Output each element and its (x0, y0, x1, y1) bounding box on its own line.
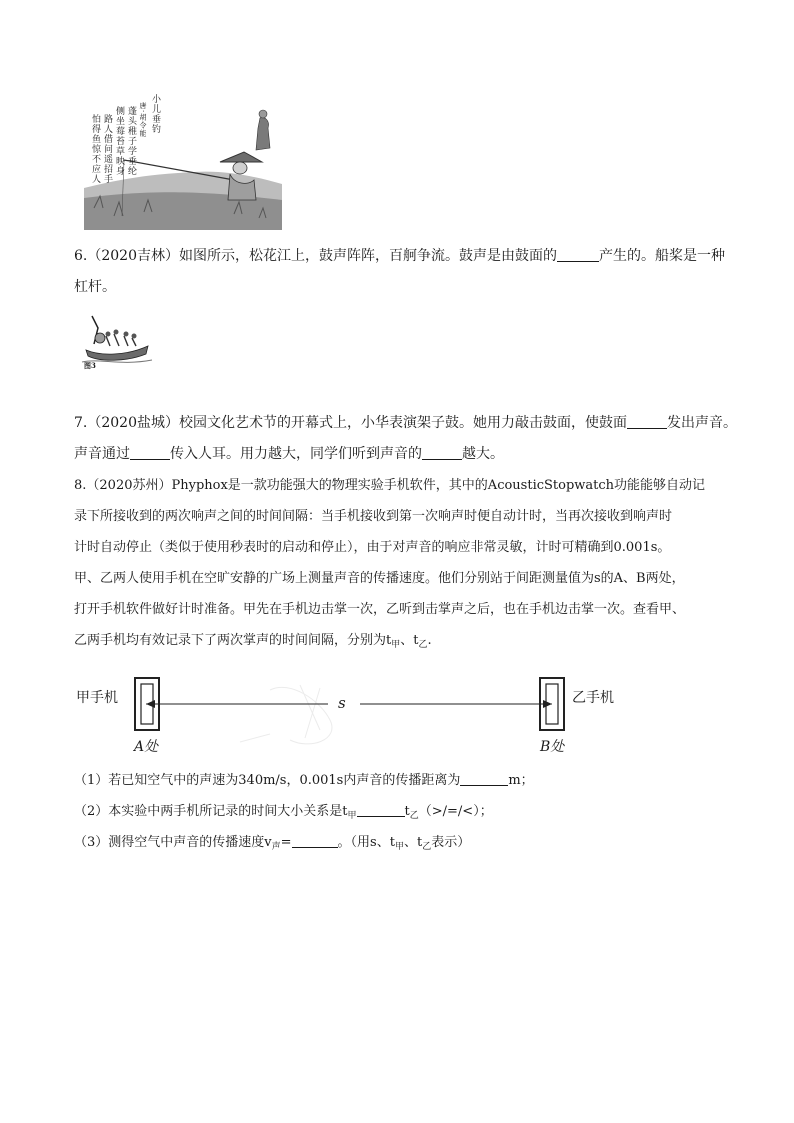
sub3-sub-sheng: 声 (271, 842, 281, 852)
place-a-label: A处 (134, 739, 159, 755)
phone-b-label: 乙手机 (572, 690, 614, 706)
sub2-sub-yi: 乙 (409, 811, 419, 821)
question-6 (74, 241, 724, 303)
phone-a-label: 甲手机 (76, 690, 118, 706)
sub1-text-a: （1）若已知空气中的声速为340m/s，0.001s内声音的传播距离为 (74, 773, 461, 788)
distance-s-label: s (338, 694, 346, 712)
sub2-text-a: （2）本实验中两手机所记录的时间大小关系是t (74, 804, 348, 819)
figure-3-caption: 图3 (84, 361, 96, 370)
place-b-label: B处 (540, 739, 565, 755)
q8-line-5: 打开手机软件做好计时准备。甲先在手机边击掌一次，乙听到击掌声之后，也在手机边击掌一次。查看甲、 (74, 602, 686, 617)
sub1-text-b: m； (508, 773, 534, 788)
q8-line-6-b: 、t (400, 633, 419, 648)
sub2-blank[interactable] (357, 802, 405, 817)
q8-subquestions (74, 765, 724, 858)
q8-line-3: 计时自动停止（类似于使用秒表时的启动和停止），由于对声音的响应非常灵敏，计时可精确到0.001s。 (74, 540, 671, 555)
sub2-text-c: （>/=/<）； (418, 804, 493, 819)
q7-blank-2[interactable] (130, 445, 170, 460)
sub3-text-b: = (280, 835, 292, 850)
diagram-drawing (70, 670, 670, 760)
sub2-text-b: t (404, 804, 410, 819)
watermark-smudge (240, 685, 332, 744)
sub3-text-c: 。（用s、t (337, 835, 395, 850)
q6-text-a: 6.（2020吉林）如图所示，松花江上，鼓声阵阵，百舸争流。鼓声是由鼓面的 (74, 248, 557, 264)
q6-text-b: 产生的。船桨是一种 (599, 248, 725, 264)
q7-text-e: 越大。 (462, 446, 504, 462)
q6-blank-1[interactable] (557, 247, 599, 262)
phone-distance-diagram (70, 670, 670, 760)
question-7 (74, 408, 737, 470)
sub3-text-a: （3）测得空气中声音的传播速度v (74, 835, 272, 850)
poem-author: 唐·胡令能 (139, 102, 147, 138)
q7-blank-1[interactable] (627, 414, 667, 429)
sub3-blank[interactable] (292, 833, 338, 848)
poem-line-1: 蓬头稚子学垂纶 (126, 106, 136, 176)
poem-title: 小儿垂钓 (150, 94, 160, 134)
poem-line-4: 怕得鱼惊不应人 (90, 114, 100, 184)
q8-line-6-c: . (427, 633, 432, 648)
q7-text-b: 发出声音。 (666, 415, 737, 431)
q8-sub-jia: 甲 (391, 640, 401, 650)
sub2-sub-jia: 甲 (347, 811, 357, 821)
q8-line-6-a: 乙两手机均有效记录下了两次掌声的时间间隔，分别为t (74, 633, 392, 648)
q8-line-1: 8.（2020苏州）Phyphox是一款功能强大的物理实验手机软件，其中的AcousticStopwatch功能能够自动记 (74, 478, 706, 493)
sub3-sub-yi: 乙 (422, 842, 432, 852)
q7-blank-3[interactable] (422, 445, 462, 460)
question-8 (74, 470, 724, 656)
dragon-boat-illustration (80, 310, 154, 372)
q8-line-2: 录下所接收到的两次响声之间的时间间隔：当手机接收到第一次响声时便自动计时，当再次接收到响声时 (74, 509, 673, 524)
q6-text-c: 杠杆。 (74, 279, 116, 295)
poem-line-3: 路人借问遥招手 (102, 114, 112, 184)
sub1-blank[interactable] (460, 771, 508, 786)
poem-line-2: 侧坐莓苔草映身 (114, 106, 124, 176)
sub3-text-e: 表示） (431, 835, 471, 850)
q8-sub-yi: 乙 (418, 640, 428, 650)
sub3-text-d: 、t (403, 835, 423, 850)
q7-text-d: 传入人耳。用力越大，同学们听到声音的 (170, 446, 422, 462)
q7-text-c: 声音通过 (74, 446, 130, 462)
sub3-sub-jia: 甲 (394, 842, 404, 852)
q8-line-4: 甲、乙两人使用手机在空旷安静的广场上测量声音的传播速度。他们分别站于间距测量值为s的A、B两处， (74, 571, 685, 586)
q7-text-a: 7.（2020盐城）校园文化艺术节的开幕式上，小华表演架子鼓。她用力敲击鼓面，使鼓面 (74, 415, 627, 431)
fishing-illustration (84, 88, 282, 230)
